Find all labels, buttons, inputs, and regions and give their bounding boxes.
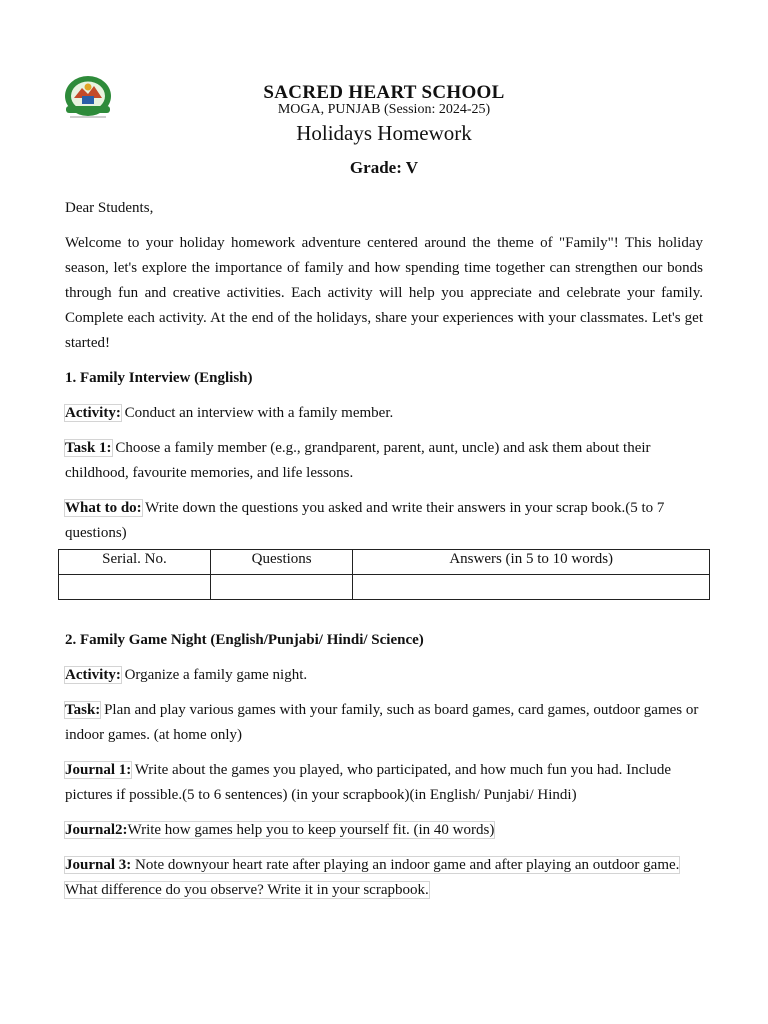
task-text: Plan and play various games with your family, such as board games, card games, outdoor games or indoor games. (at home only)	[65, 702, 699, 743]
journal-2-label: Journal2:	[65, 822, 128, 838]
journal-3-label: Journal 3:	[65, 857, 132, 873]
section-2-journal-1	[65, 758, 703, 808]
section-1-heading: 1. Family Interview (English)	[65, 370, 253, 386]
what-to-do-label: What to do:	[65, 500, 142, 516]
table-cell[interactable]	[59, 575, 211, 600]
journal-3-box	[65, 857, 679, 898]
section-2-journal-2	[65, 818, 703, 843]
journal-2-text: Write how games help you to keep yourself fit. (in 40 words)	[127, 822, 495, 838]
section-1-task	[65, 436, 703, 486]
task-label: Task:	[65, 702, 101, 718]
section-1-activity	[65, 401, 703, 426]
school-subtitle: MOGA, PUNJAB (Session: 2024-25)	[277, 102, 491, 117]
task-label: Task 1:	[65, 440, 112, 456]
column-header-questions: Questions	[210, 550, 352, 575]
section-2-heading: 2. Family Game Night (English/Punjabi/ Hindi/ Science)	[65, 632, 424, 648]
activity-text: Organize a family game night.	[120, 667, 308, 683]
activity-label: Activity:	[65, 405, 121, 421]
intro-paragraph: Welcome to your holiday homework adventure centered around the theme of "Family"! This holiday season, let's explore the importance of family and how spending time together can strengthen our bonds through fun and creative activities. Each activity will help you appreciate and celebrate your family. Complete each activity. At the end of the holidays, share your experiences with your classmates. Let's get started!	[65, 235, 703, 351]
column-header-serial: Serial. No.	[59, 550, 211, 575]
table-cell[interactable]	[210, 575, 352, 600]
activity-label: Activity:	[65, 667, 121, 683]
journal-3-text: Note downyour heart rate after playing an indoor game and after playing an outdoor game. What difference do you observe? Write it in your scrapbook.	[65, 857, 680, 898]
section-1-what-to-do	[65, 496, 703, 546]
grade-label: Grade: V	[349, 158, 419, 177]
interview-table	[58, 549, 710, 600]
greeting: Dear Students,	[65, 200, 154, 216]
table-cell[interactable]	[353, 575, 710, 600]
document-title: Holidays Homework	[296, 121, 472, 145]
section-2-journal-3	[65, 853, 703, 903]
task-text: Choose a family member (e.g., grandparent, parent, aunt, uncle) and ask them about their childhood, favourite memories, and life lessons.	[65, 440, 651, 481]
section-2-task	[65, 698, 703, 748]
what-to-do-text: Write down the questions you asked and write their answers in your scrap book.(5 to 7 questions)	[65, 500, 665, 541]
column-header-answers: Answers (in 5 to 10 words)	[353, 550, 710, 575]
journal-1-text: Write about the games you played, who participated, and how much fun you had. Include pictures if possible.(5 to 6 sentences) (in your scrapbook)(in English/ Punjabi/ Hindi)	[65, 762, 672, 803]
section-2-activity	[65, 663, 703, 688]
journal-1-label: Journal 1:	[65, 762, 132, 778]
school-name: SACRED HEART SCHOOL	[263, 82, 505, 103]
journal-2-box	[65, 822, 494, 838]
document-body	[65, 196, 703, 913]
table-row	[59, 575, 710, 600]
activity-text: Conduct an interview with a family member.	[120, 405, 394, 421]
table-header-row	[59, 550, 710, 575]
